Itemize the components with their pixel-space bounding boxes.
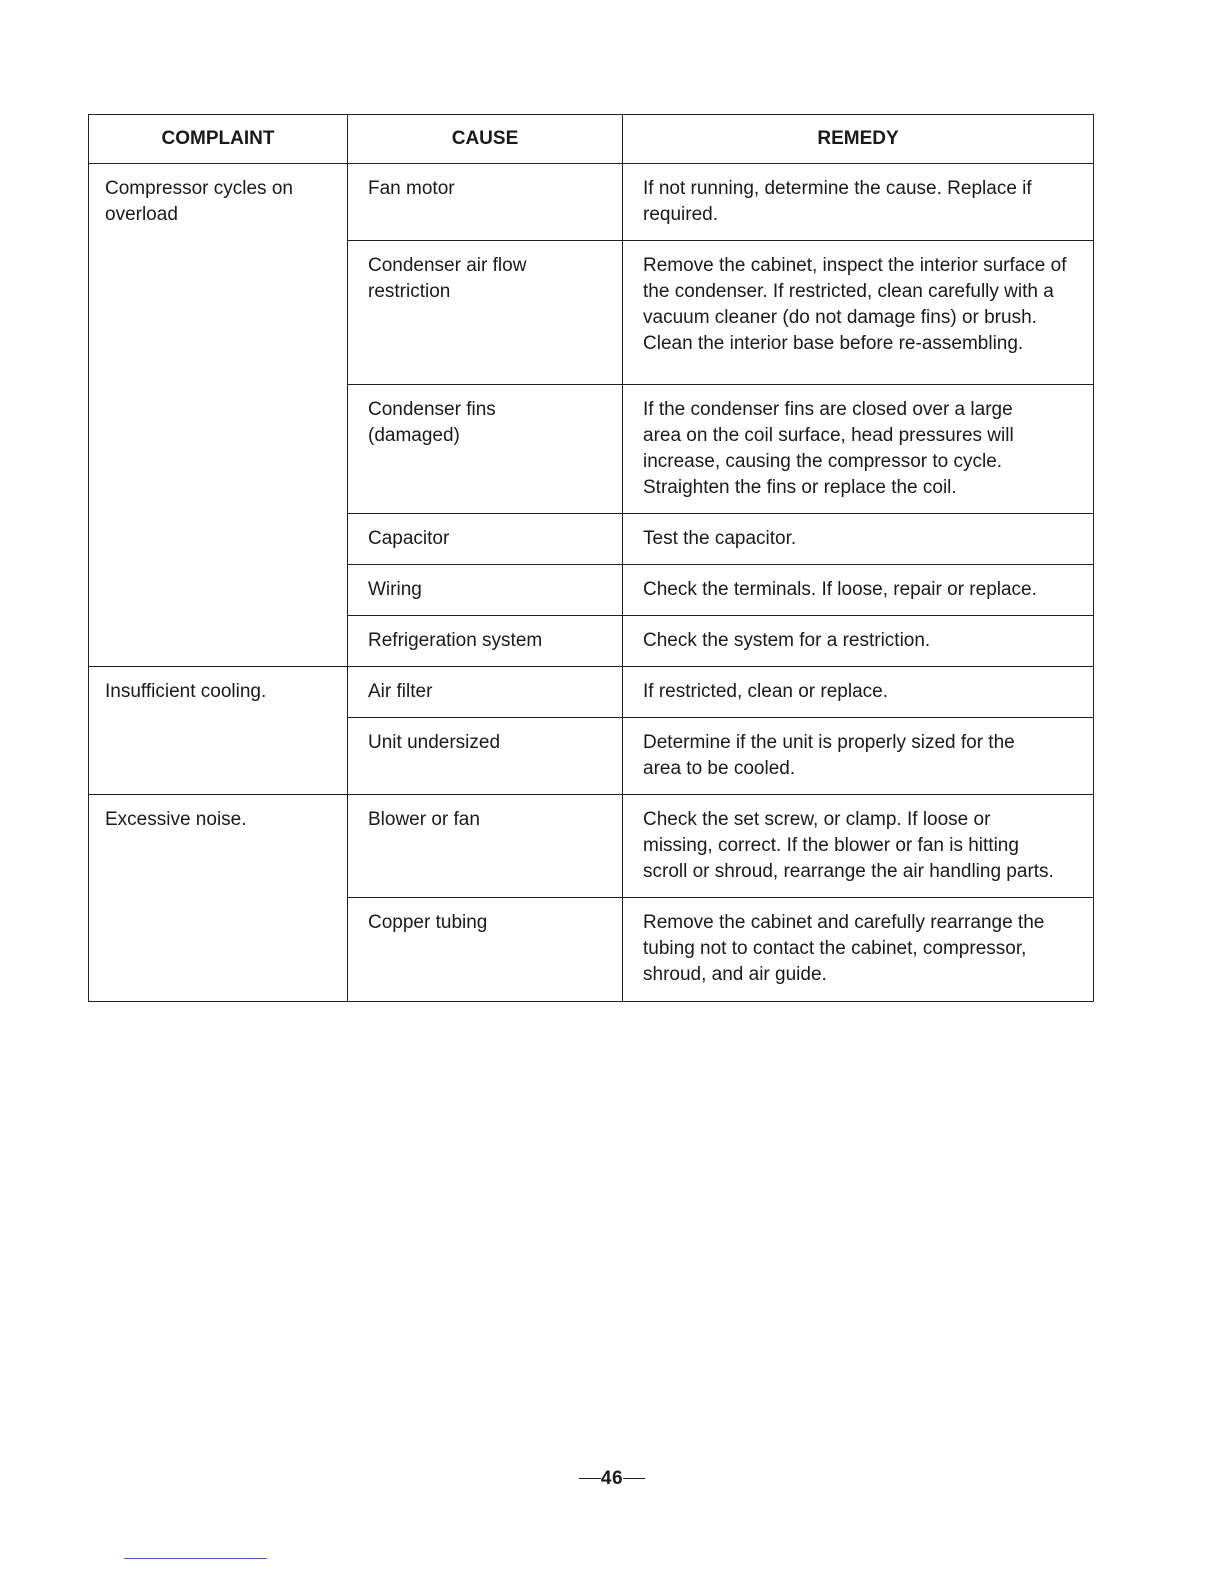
header-complaint: COMPLAINT [89,115,348,164]
complaint-cell: Insufficient cooling. [89,667,348,795]
remedy-cell: If not running, determine the cause. Replace if required. [623,164,1094,241]
table-row [89,667,1094,718]
table-row [89,164,1094,241]
cause-cell: Unit undersized [348,718,623,795]
complaint-cell: Compressor cycles on overload [89,164,348,667]
table-header-row [89,115,1094,164]
header-remedy: REMEDY [623,115,1094,164]
remedy-cell: Remove the cabinet, inspect the interior surface of the condenser. If restricted, clean carefully with a vacuum cleaner (do not damage fins) or brush. Clean the interior base before re-assembling. [623,241,1094,385]
page-number-dash-right [623,1478,645,1479]
troubleshooting-table [88,114,1094,1002]
cause-cell: Condenser fins (damaged) [348,385,623,514]
table-row [89,795,1094,898]
remedy-cell: Check the set screw, or clamp. If loose or missing, correct. If the blower or fan is hitting scroll or shroud, rearrange the air handling parts. [623,795,1094,898]
remedy-cell: If the condenser fins are closed over a large area on the coil surface, head pressures will increase, causing the compressor to cycle. Straighten the fins or replace the coil. [623,385,1094,514]
page-number [0,1468,1224,1490]
cause-cell: Capacitor [348,514,623,565]
page-number-value: 46 [600,1468,624,1489]
remedy-cell: Test the capacitor. [623,514,1094,565]
complaint-cell: Excessive noise. [89,795,348,1002]
cause-cell: Condenser air flow restriction [348,241,623,385]
cause-cell: Wiring [348,565,623,616]
remedy-cell: If restricted, clean or replace. [623,667,1094,718]
remedy-cell: Check the terminals. If loose, repair or replace. [623,565,1094,616]
cause-cell: Copper tubing [348,898,623,1002]
remedy-cell: Determine if the unit is properly sized for the area to be cooled. [623,718,1094,795]
cause-cell: Fan motor [348,164,623,241]
cause-cell: Refrigeration system [348,616,623,667]
cause-cell: Air filter [348,667,623,718]
remedy-cell: Check the system for a restriction. [623,616,1094,667]
remedy-cell: Remove the cabinet and carefully rearrange the tubing not to contact the cabinet, compressor, shroud, and air guide. [623,898,1094,1002]
cause-cell: Blower or fan [348,795,623,898]
header-cause: CAUSE [348,115,623,164]
page-number-dash-left [579,1478,601,1479]
footer-rule [124,1558,267,1559]
